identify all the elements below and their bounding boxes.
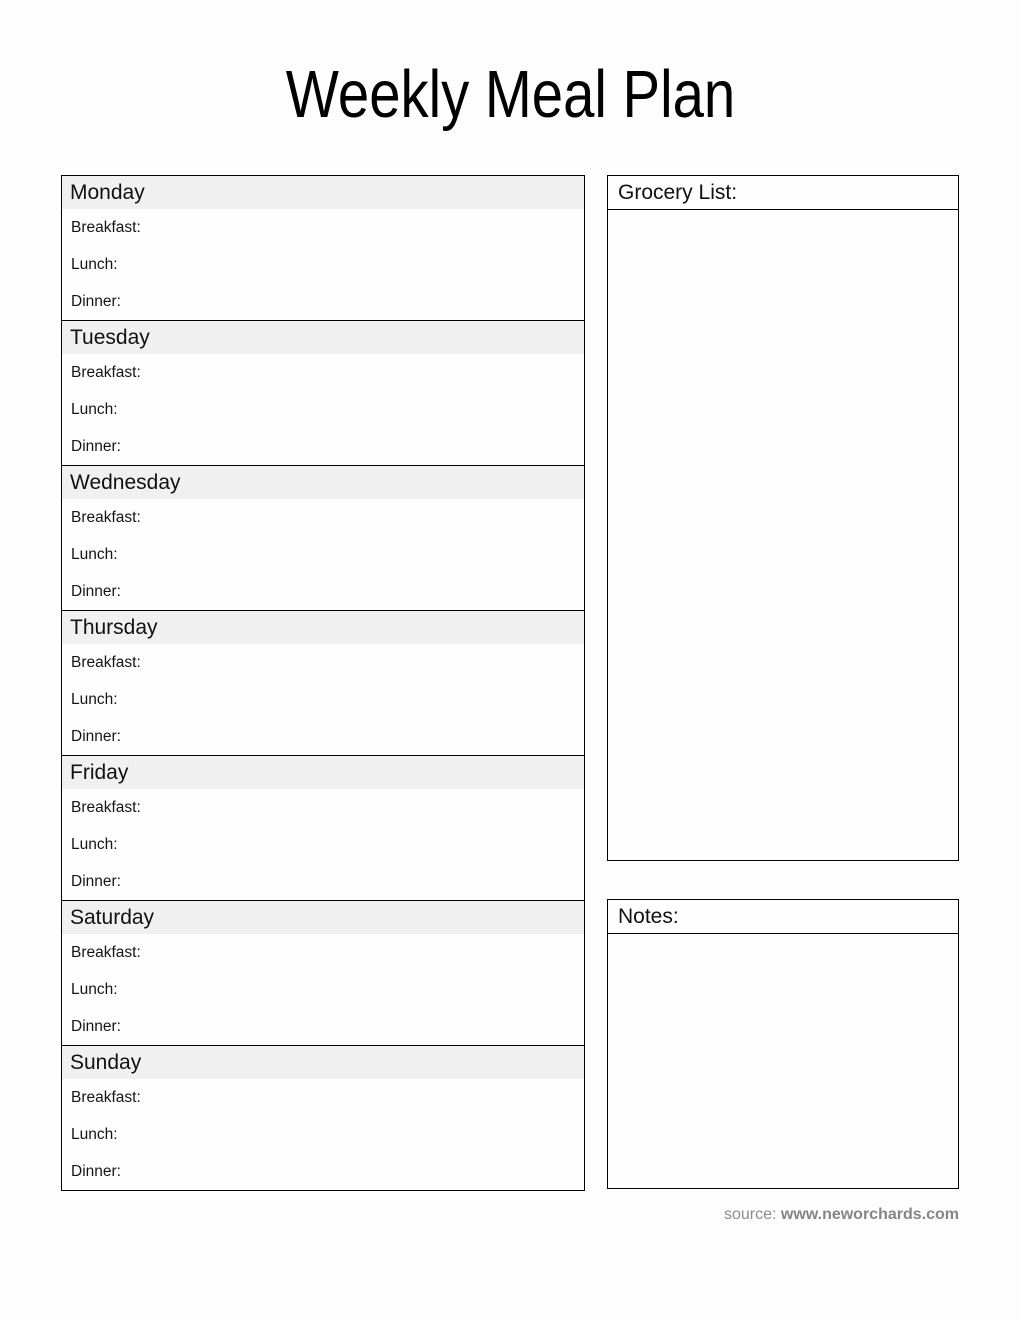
meal-label: Lunch: <box>71 545 118 563</box>
meal-label: Dinner: <box>71 582 121 600</box>
grocery-list-header <box>608 176 958 210</box>
day-name: Sunday <box>70 1050 142 1074</box>
meal-row-breakfast <box>62 499 584 536</box>
day-name: Saturday <box>70 905 155 929</box>
meal-row-breakfast <box>62 934 584 971</box>
meal-row-lunch <box>62 826 584 863</box>
meal-row-dinner <box>62 1153 584 1190</box>
day-header-thursday <box>62 611 584 644</box>
day-section-friday <box>62 755 584 900</box>
meal-label: Lunch: <box>71 835 118 853</box>
day-header-monday <box>62 176 584 209</box>
meal-label: Breakfast: <box>71 798 141 816</box>
meal-label: Lunch: <box>71 980 118 998</box>
meal-label: Dinner: <box>71 1017 121 1035</box>
grocery-list-title: Grocery List: <box>618 180 738 204</box>
day-header-sunday <box>62 1046 584 1079</box>
meal-row-lunch <box>62 681 584 718</box>
meal-row-lunch <box>62 536 584 573</box>
meal-row-lunch <box>62 1116 584 1153</box>
day-header-wednesday <box>62 466 584 499</box>
meal-label: Breakfast: <box>71 508 141 526</box>
grocery-list-box <box>607 175 959 861</box>
source-site: www.neworchards.com <box>780 1206 959 1223</box>
page-title: Weekly Meal Plan <box>285 57 735 132</box>
meal-row-dinner <box>62 283 584 320</box>
meal-row-lunch <box>62 246 584 283</box>
source-footer <box>0 1206 959 1224</box>
meal-label: Dinner: <box>71 437 121 455</box>
meal-label: Lunch: <box>71 255 118 273</box>
meal-label: Lunch: <box>71 690 118 708</box>
meal-row-breakfast <box>62 789 584 826</box>
day-section-wednesday <box>62 465 584 610</box>
meal-row-dinner <box>62 1008 584 1045</box>
meal-row-breakfast <box>62 354 584 391</box>
meal-row-breakfast <box>62 1079 584 1116</box>
meal-label: Breakfast: <box>71 653 141 671</box>
meal-label: Dinner: <box>71 1162 121 1180</box>
meal-label: Lunch: <box>71 400 118 418</box>
day-name: Wednesday <box>70 470 181 494</box>
meal-label: Breakfast: <box>71 218 141 236</box>
meal-plan-table <box>61 175 585 1191</box>
meal-label: Dinner: <box>71 872 121 890</box>
day-section-monday <box>62 176 584 320</box>
day-header-friday <box>62 756 584 789</box>
day-name: Thursday <box>70 615 158 639</box>
meal-label: Lunch: <box>71 1125 118 1143</box>
meal-row-breakfast <box>62 644 584 681</box>
day-header-tuesday <box>62 321 584 354</box>
meal-label: Dinner: <box>71 727 121 745</box>
notes-header <box>608 900 958 934</box>
meal-label: Breakfast: <box>71 943 141 961</box>
meal-label: Dinner: <box>71 292 121 310</box>
meal-row-dinner <box>62 573 584 610</box>
meal-row-dinner <box>62 428 584 465</box>
day-section-tuesday <box>62 320 584 465</box>
notes-box <box>607 899 959 1189</box>
page-title-wrap <box>0 56 1020 133</box>
day-name: Tuesday <box>70 325 150 349</box>
day-name: Friday <box>70 760 129 784</box>
day-name: Monday <box>70 180 145 204</box>
meal-row-lunch <box>62 391 584 428</box>
meal-label: Breakfast: <box>71 1088 141 1106</box>
day-header-saturday <box>62 901 584 934</box>
day-section-thursday <box>62 610 584 755</box>
notes-title: Notes: <box>618 904 679 928</box>
meal-row-dinner <box>62 863 584 900</box>
meal-row-dinner <box>62 718 584 755</box>
meal-row-breakfast <box>62 209 584 246</box>
meal-row-lunch <box>62 971 584 1008</box>
meal-label: Breakfast: <box>71 363 141 381</box>
day-section-sunday <box>62 1045 584 1190</box>
day-section-saturday <box>62 900 584 1045</box>
source-label: source: <box>723 1206 777 1223</box>
